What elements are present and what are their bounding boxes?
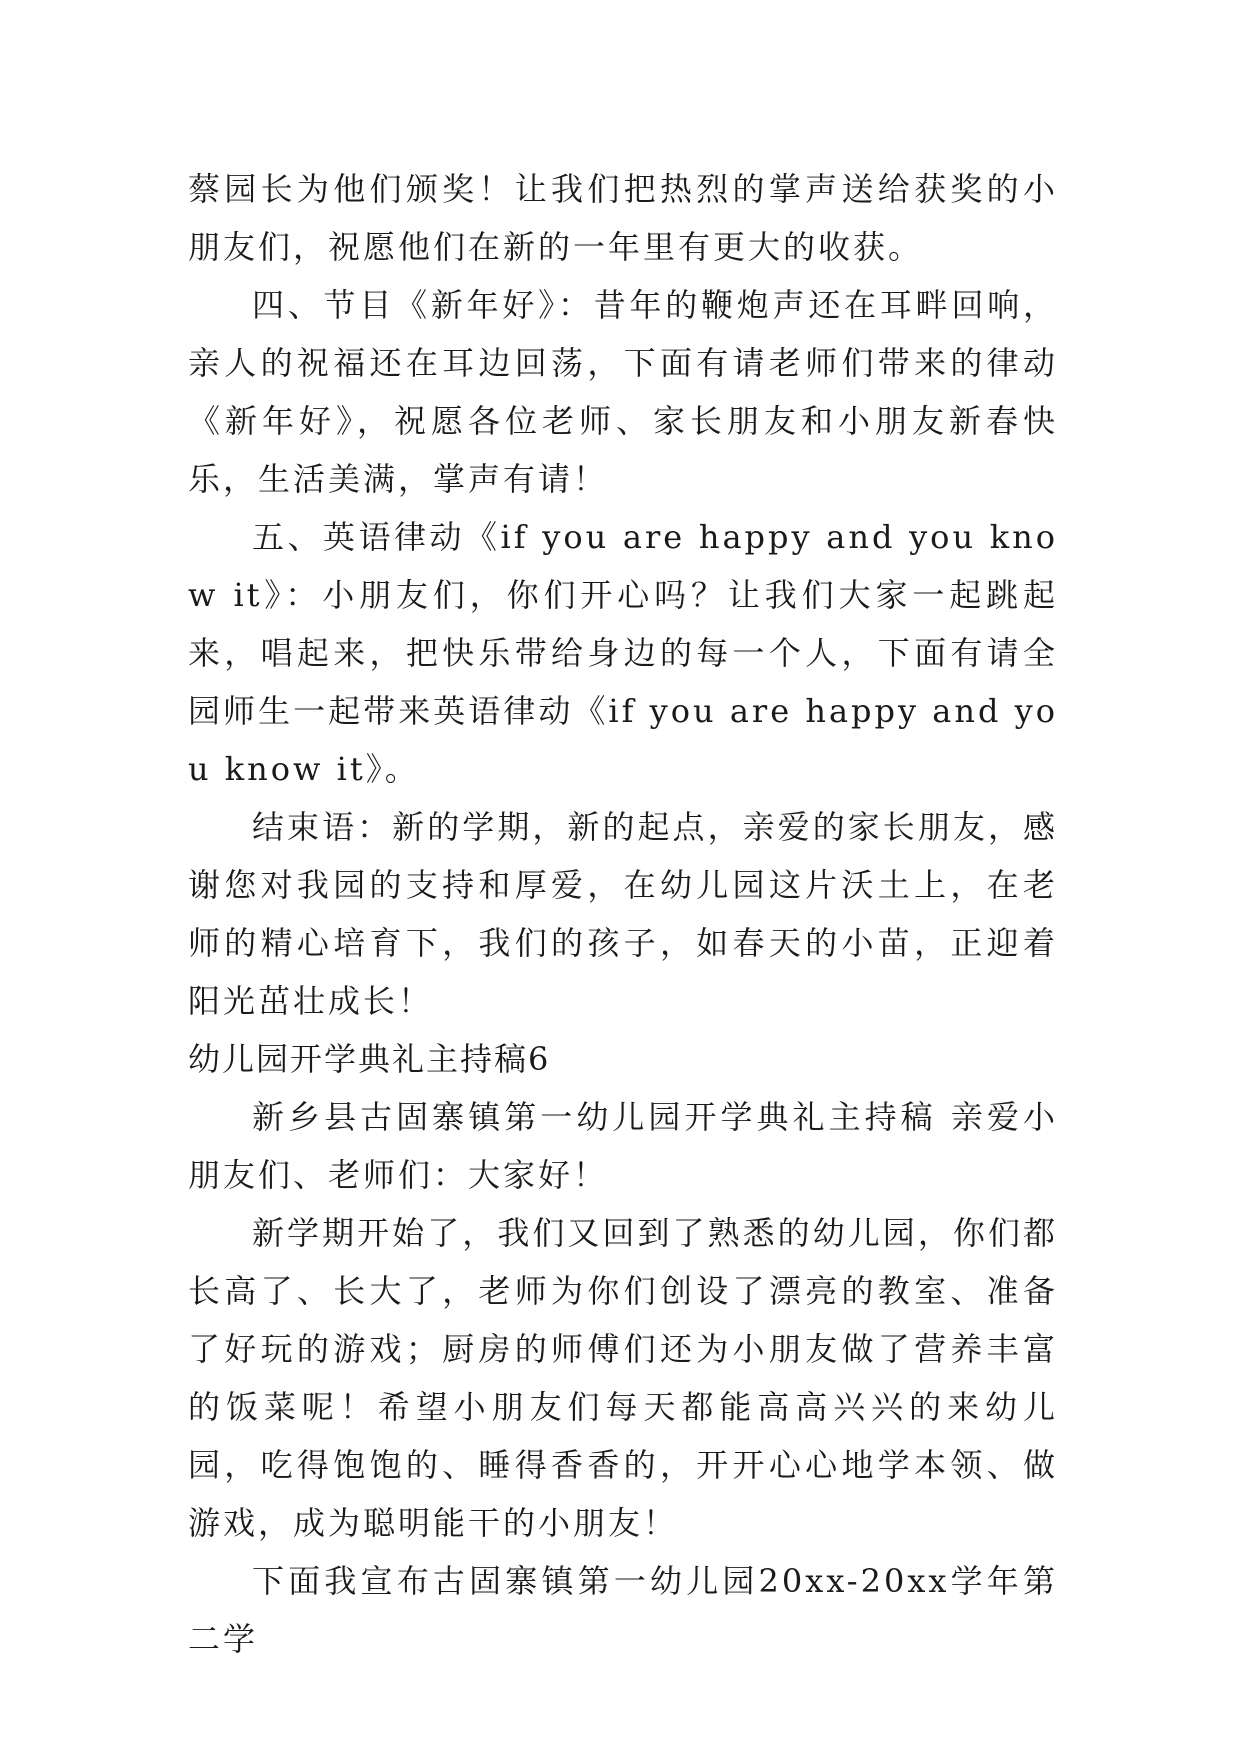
paragraph-award-continuation: 蔡园长为他们颁奖！让我们把热烈的掌声送给获奖的小朋友们，祝愿他们在新的一年里有更大的收获。 bbox=[188, 170, 1058, 266]
paragraph-announcement: 下面我宣布古固寨镇第一幼儿园20xx-20xx学年第二学 bbox=[188, 1562, 1058, 1658]
paragraph-greeting: 新乡县古固寨镇第一幼儿园开学典礼主持稿 亲爱小朋友们、老师们：大家好！ bbox=[188, 1098, 1058, 1194]
section-heading: 幼儿园开学典礼主持稿6 bbox=[188, 1040, 551, 1078]
document-body bbox=[188, 160, 1058, 1668]
paragraph-english-rhythm: 五、英语律动《if you are happy and you know it》：小朋友们，你们开心吗？让我们大家一起跳起来，唱起来，把快乐带给身边的每一个人，下面有请全园师生一起带来英语律动《if you are happy and you know it》。 bbox=[188, 518, 1058, 788]
paragraph-program-new-year: 四、节目《新年好》：昔年的鞭炮声还在耳畔回响，亲人的祝福还在耳边回荡，下面有请老师们带来的律动《新年好》，祝愿各位老师、家长朋友和小朋友新春快乐，生活美满，掌声有请！ bbox=[188, 286, 1058, 498]
paragraph-new-semester: 新学期开始了，我们又回到了熟悉的幼儿园，你们都长高了、长大了，老师为你们创设了漂亮的教室、准备了好玩的游戏；厨房的师傅们还为小朋友做了营养丰富的饭菜呢！希望小朋友们每天都能高高兴兴的来幼儿园，吃得饱饱的、睡得香香的，开开心心地学本领、做游戏，成为聪明能干的小朋友！ bbox=[188, 1214, 1058, 1542]
paragraph-closing-remarks: 结束语：新的学期，新的起点，亲爱的家长朋友，感谢您对我园的支持和厚爱，在幼儿园这片沃土上，在老师的精心培育下，我们的孩子，如春天的小苗，正迎着阳光茁壮成长！ bbox=[188, 808, 1058, 1020]
